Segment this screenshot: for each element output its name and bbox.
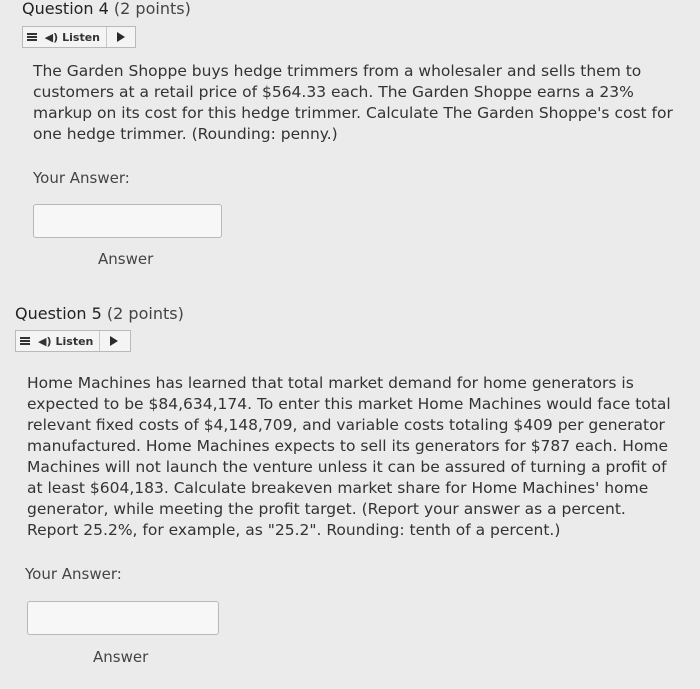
play-icon[interactable]: [110, 336, 118, 346]
menu-icon[interactable]: [27, 31, 41, 43]
menu-icon[interactable]: [20, 335, 34, 347]
listen-button-q5[interactable]: [15, 330, 131, 352]
listen-label: Listen: [55, 334, 94, 348]
question-5-text: Home Machines has learned that total market demand for home generators is expected to be $84,634,174. To enter this market Home Machines would face total relevant fixed costs of $4,148,709, and variable costs totaling $409 per generator manufactured. Home Machines expects to sell its generators for $787 each. Home Machines will not launch the venture unless it can be assured of turning a profit of at least $604,183. Calculate breakeven market share for Home Machines' home generator, while meeting the profit target. (Report your answer as a percent. Report 25.2%, for example, as "25.2". Rounding: tenth of a percent.): [27, 374, 671, 539]
question-5-title: [15, 304, 184, 323]
divider: [99, 331, 100, 351]
question-5-points: (2 points): [106, 304, 184, 323]
listen-button-q4[interactable]: [22, 26, 136, 48]
answer-input-q5[interactable]: [27, 601, 219, 635]
answer-label-q4: Answer: [98, 250, 154, 268]
question-5-number: Question 5: [15, 304, 102, 323]
divider: [106, 27, 107, 47]
your-answer-label-q4: Your Answer:: [33, 169, 130, 187]
question-4-number: Question 4: [22, 0, 109, 18]
listen-label: Listen: [62, 30, 101, 44]
your-answer-label-q5: Your Answer:: [25, 565, 122, 583]
speaker-icon: ◀): [38, 334, 52, 348]
question-4-points: (2 points): [113, 0, 191, 18]
speaker-icon: ◀): [44, 30, 59, 44]
answer-label-q5: Answer: [93, 648, 149, 666]
play-icon[interactable]: [117, 32, 125, 42]
question-4-text: The Garden Shoppe buys hedge trimmers from a wholesaler and sells them to customers at a retail price of $564.33 each. The Garden Shoppe earns a 23% markup on its cost for this hedge trimmer. Calculate The Garden Shoppe's cost for one hedge trimmer. (Rounding: penny.): [33, 62, 673, 143]
answer-input-q4[interactable]: [33, 204, 222, 238]
question-4-title: [22, 0, 191, 18]
